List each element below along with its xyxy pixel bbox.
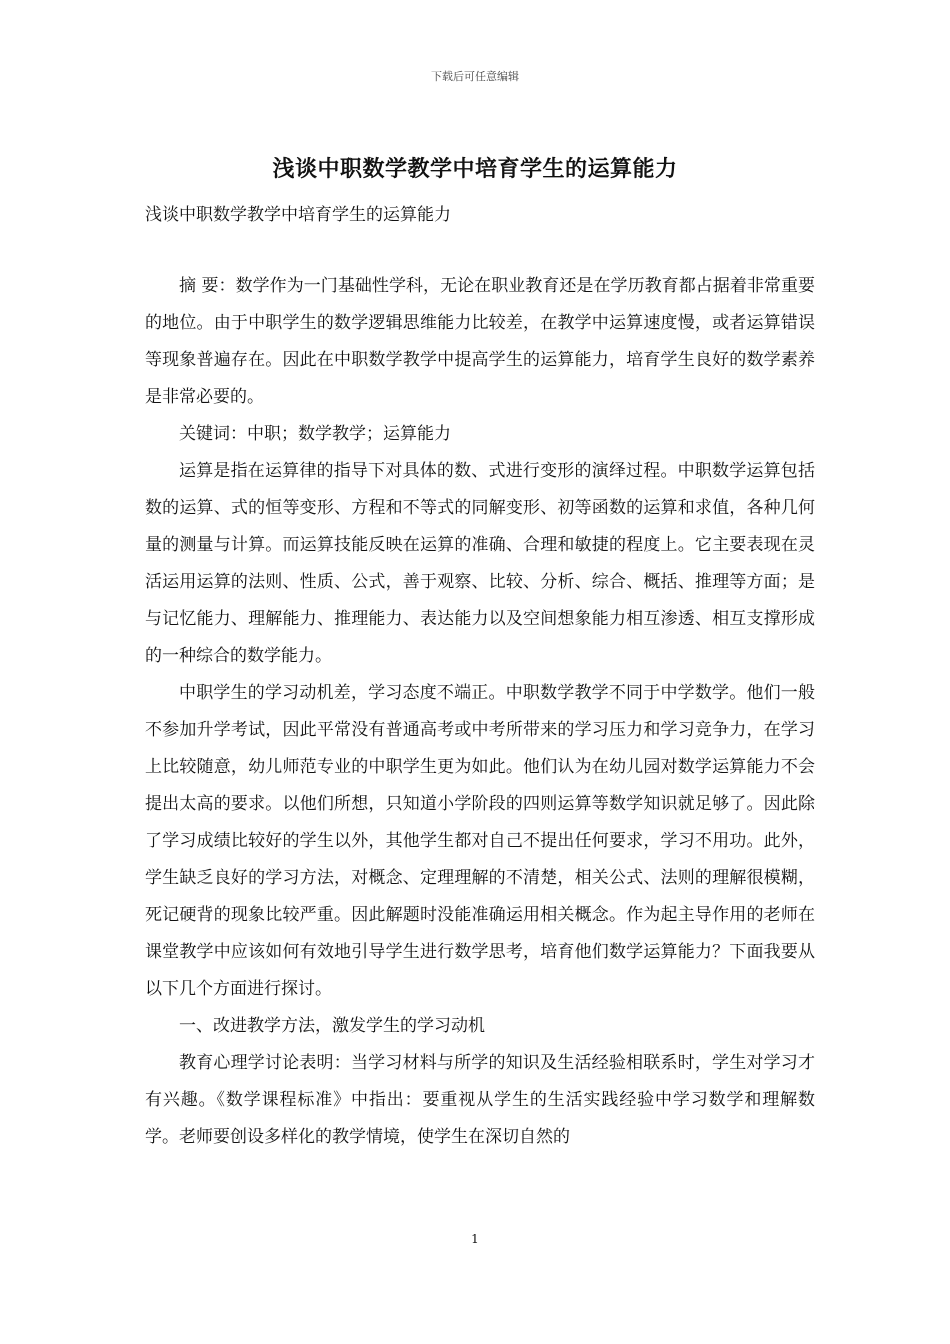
abstract-paragraph: 摘 要：数学作为一门基础性学科，无论在职业教育还是在学历教育都占据着非常重要的地位。由于中职学生的数学逻辑思维能力比较差，在教学中运算速度慢，或者运算错误等现象普遍存在。因此在中职数学教学中提高学生的运算能力，培育学生良好的数学素养是非常必要的。	[145, 276, 815, 407]
page-number: 1	[471, 1232, 479, 1246]
keywords-paragraph: 关键词：中职；数学教学；运算能力	[179, 424, 451, 444]
header-note: 下载后可任意编辑	[431, 70, 519, 83]
body-text	[145, 268, 815, 1156]
body-paragraph: 运算是指在运算律的指导下对具体的数、式进行变形的演绎过程。中职数学运算包括数的运算、式的恒等变形、方程和不等式的同解变形、初等函数的运算和求值，各种几何量的测量与计算。而运算技能反映在运算的准确、合理和敏捷的程度上。它主要表现在灵活运用运算的法则、性质、公式，善于观察、比较、分析、综合、概括、推理等方面；是与记忆能力、理解能力、推理能力、表达能力以及空间想象能力相互渗透、相互支撑形成的一种综合的数学能力。	[145, 461, 815, 666]
page-title: 浅谈中职数学教学中培育学生的运算能力	[272, 156, 678, 182]
page-subtitle: 浅谈中职数学教学中培育学生的运算能力	[145, 205, 451, 225]
body-paragraph: 教育心理学讨论表明：当学习材料与所学的知识及生活经验相联系时，学生对学习才有兴趣。《数学课程标准》中指出：要重视从学生的生活实践经验中学习数学和理解数学。老师要创设多样化的教学情境，使学生在深切自然的	[145, 1053, 815, 1147]
body-paragraph: 中职学生的学习动机差，学习态度不端正。中职数学教学不同于中学数学。他们一般不参加升学考试，因此平常没有普通高考或中考所带来的学习压力和学习竞争力，在学习上比较随意，幼儿师范专业的中职学生更为如此。他们认为在幼儿园对数学运算能力不会提出太高的要求。以他们所想，只知道小学阶段的四则运算等数学知识就足够了。因此除了学习成绩比较好的学生以外，其他学生都对自己不提出任何要求，学习不用功。此外，学生缺乏良好的学习方法，对概念、定理理解的不清楚，相关公式、法则的理解很模糊，死记硬背的现象比较严重。因此解题时没能准确运用相关概念。作为起主导作用的老师在课堂教学中应该如何有效地引导学生进行数学思考，培育他们数学运算能力？下面我要从以下几个方面进行探讨。	[145, 683, 815, 999]
section-heading: 一、改进教学方法，激发学生的学习动机	[179, 1016, 485, 1036]
